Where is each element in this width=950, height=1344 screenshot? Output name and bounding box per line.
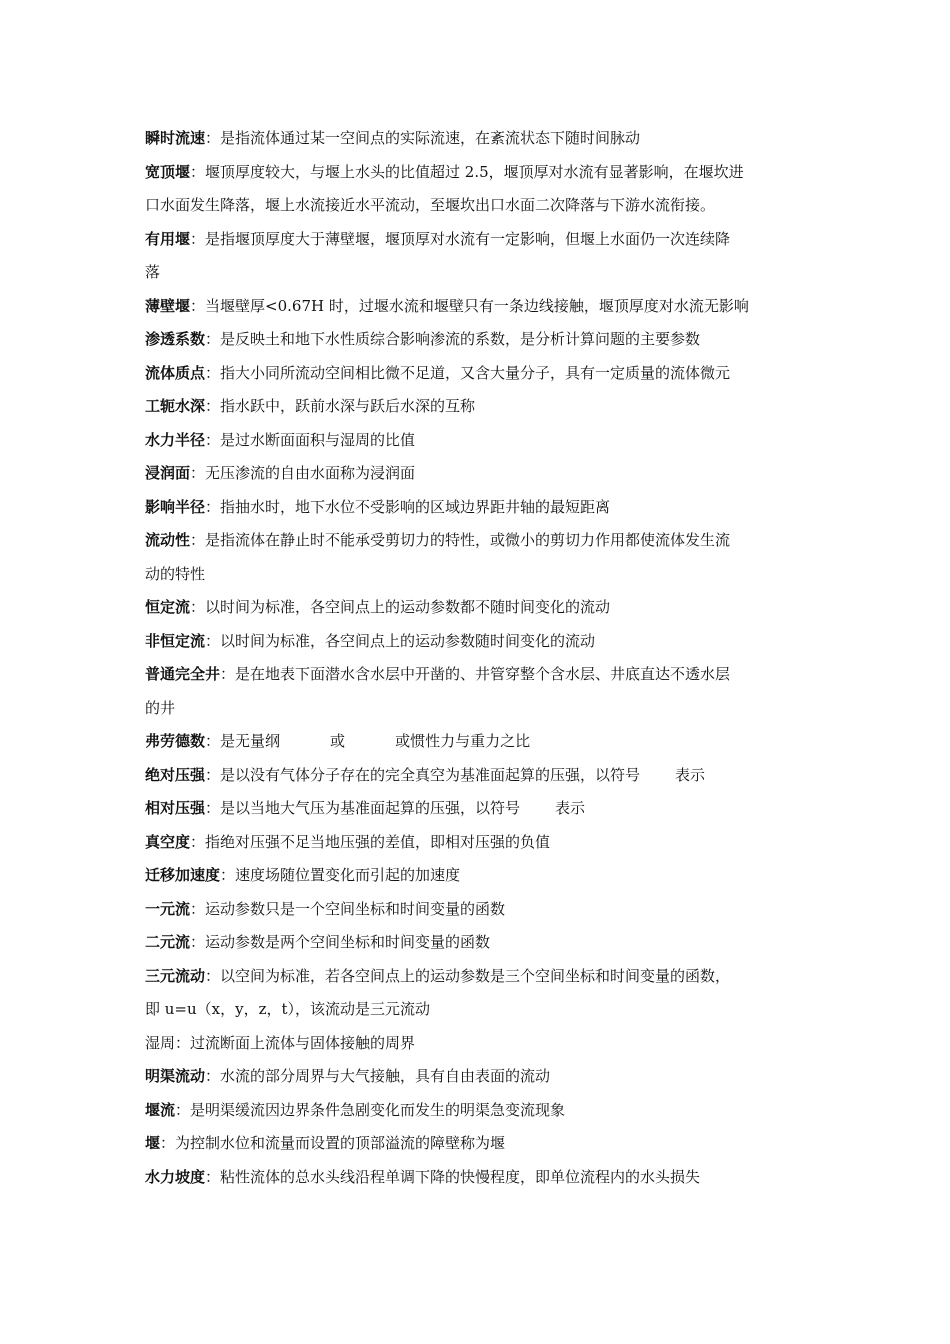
separator: ： bbox=[205, 330, 221, 348]
term: 工轭水深 bbox=[145, 397, 206, 415]
definition: 指大小同所流动空间相比微不足道，又含大量分子，具有一定质量的流体微元 bbox=[220, 363, 731, 382]
definition-continuation: 动的特性 bbox=[145, 564, 206, 583]
separator: ： bbox=[190, 899, 206, 918]
definition: 粘性流体的总水头线沿程单调下降的快慢程度，即单位流程内的水头损失 bbox=[220, 1167, 701, 1186]
separator: ： bbox=[190, 296, 206, 315]
separator: ： bbox=[205, 966, 221, 985]
term: 三元流动 bbox=[145, 966, 206, 985]
separator: ： bbox=[190, 598, 206, 616]
definition: 以时间为标准，各空间点上的运动参数都不随时间变化的流动 bbox=[205, 598, 611, 616]
separator: ： bbox=[205, 631, 221, 650]
definition: 当堰壁厚<0.67H 时，过堰水流和堰壁只有一条边线接触，堰顶厚度对水流无影响 bbox=[205, 296, 749, 315]
separator: ： bbox=[205, 1167, 221, 1186]
term: 薄壁堰 bbox=[145, 296, 191, 315]
separator: ： bbox=[190, 531, 206, 549]
definition-entry bbox=[145, 223, 870, 290]
separator: ： bbox=[190, 933, 206, 951]
definition-entry bbox=[145, 290, 870, 324]
definition-continuation: 即 u=u（x，y，z，t），该流动是三元流动 bbox=[145, 1000, 431, 1018]
definition: 表示 bbox=[675, 765, 706, 784]
definition: 是指堰顶厚度大于薄壁堰，堰顶厚对水流有一定影响，但堰上水面仍一次连续降 bbox=[205, 229, 731, 248]
definition-entry bbox=[145, 625, 870, 659]
term: 宽顶堰 bbox=[145, 162, 191, 181]
definition-entry bbox=[145, 725, 870, 759]
definition: 堰顶厚度较大，与堰上水头的比值超过 2.5，堰顶厚对水流有显著影响，在堰坎进 bbox=[205, 162, 744, 181]
definition: 速度场随位置变化而引起的加速度 bbox=[235, 866, 461, 884]
definition: 或 bbox=[330, 732, 346, 750]
definition-entry bbox=[145, 1127, 870, 1161]
definition: 是以没有气体分子存在的完全真空为基准面起算的压强，以符号 bbox=[220, 765, 641, 784]
term: 有用堰 bbox=[145, 229, 191, 248]
definition: 为控制水位和流量而设置的顶部溢流的障壁称为堰 bbox=[175, 1134, 506, 1152]
separator: ： bbox=[205, 129, 221, 147]
term: 水力坡度 bbox=[145, 1167, 206, 1186]
definition: 是指流体通过某一空间点的实际流速，在紊流状态下随时间脉动 bbox=[220, 129, 641, 147]
definition-plain: 湿周：过流断面上流体与固体接触的周界 bbox=[145, 1033, 416, 1052]
definition-entry bbox=[145, 826, 870, 860]
definition-entry bbox=[145, 390, 870, 424]
definition: 水流的部分周界与大气接触，具有自由表面的流动 bbox=[220, 1067, 551, 1085]
separator: ： bbox=[220, 866, 236, 884]
definition-entry bbox=[145, 424, 870, 458]
definition: 是在地表下面潜水含水层中开凿的、井管穿整个含水层、井底直达不透水层 bbox=[235, 665, 731, 683]
definition-entry bbox=[145, 1027, 870, 1061]
definition-entry bbox=[145, 524, 870, 591]
term: 一元流 bbox=[145, 899, 191, 918]
separator: ： bbox=[175, 1100, 191, 1119]
definition-entry bbox=[145, 122, 870, 156]
definition: 是指流体在静止时不能承受剪切力的特性，或微小的剪切力作用都使流体发生流 bbox=[205, 531, 731, 549]
term: 堰 bbox=[145, 1134, 161, 1152]
definition: 指绝对压强不足当地压强的差值，即相对压强的负值 bbox=[205, 832, 551, 851]
definition-entry bbox=[145, 1060, 870, 1094]
definition-entry bbox=[145, 859, 870, 893]
definition-entry bbox=[145, 658, 870, 725]
definition-entry bbox=[145, 591, 870, 625]
separator: ： bbox=[190, 229, 206, 248]
term: 流体质点 bbox=[145, 363, 206, 382]
term: 相对压强 bbox=[145, 799, 206, 817]
separator: ： bbox=[205, 732, 221, 750]
separator: ： bbox=[160, 1134, 176, 1152]
definition-entry bbox=[145, 323, 870, 357]
definition-continuation: 口水面发生降落，堰上水流接近水平流动，至堰坎出口水面二次降落与下游水流衔接。 bbox=[145, 196, 716, 214]
separator: ： bbox=[205, 765, 221, 784]
definition: 是无量纲 bbox=[220, 732, 281, 750]
term: 迁移加速度 bbox=[145, 866, 221, 884]
separator: ： bbox=[205, 799, 221, 817]
definition-entry bbox=[145, 1161, 870, 1195]
separator: ： bbox=[205, 497, 221, 516]
term: 非恒定流 bbox=[145, 631, 206, 650]
definition-continuation: 落 bbox=[145, 263, 161, 281]
term: 二元流 bbox=[145, 933, 191, 951]
term: 明渠流动 bbox=[145, 1067, 206, 1085]
term: 水力半径 bbox=[145, 430, 206, 449]
definition: 以空间为标准，若各空间点上的运动参数是三个空间坐标和时间变量的函数， bbox=[220, 966, 731, 985]
definition: 是过水断面面积与湿周的比值 bbox=[220, 430, 416, 449]
definition-entry bbox=[145, 759, 870, 793]
definition: 是反映土和地下水性质综合影响渗流的系数，是分析计算问题的主要参数 bbox=[220, 330, 701, 348]
term: 流动性 bbox=[145, 531, 191, 549]
definition-entry bbox=[145, 357, 870, 391]
definition: 指水跃中，跃前水深与跃后水深的互称 bbox=[220, 397, 476, 415]
separator: ： bbox=[190, 464, 206, 482]
separator: ： bbox=[190, 832, 206, 851]
definition: 以时间为标准，各空间点上的运动参数随时间变化的流动 bbox=[220, 631, 596, 650]
term: 堰流 bbox=[145, 1100, 176, 1119]
definition: 运动参数是两个空间坐标和时间变量的函数 bbox=[205, 933, 491, 951]
definition-entry bbox=[145, 926, 870, 960]
term: 渗透系数 bbox=[145, 330, 206, 348]
definition-entry bbox=[145, 156, 870, 223]
definition: 指抽水时，地下水位不受影响的区域边界距井轴的最短距离 bbox=[220, 497, 611, 516]
definition-entry bbox=[145, 960, 870, 1027]
definition-entry bbox=[145, 491, 870, 525]
term: 真空度 bbox=[145, 832, 191, 851]
definition: 是以当地大气压为基准面起算的压强，以符号 bbox=[220, 799, 521, 817]
definition: 或惯性力与重力之比 bbox=[395, 732, 531, 750]
definition-continuation: 的井 bbox=[145, 698, 176, 717]
separator: ： bbox=[190, 162, 206, 181]
term: 瞬时流速 bbox=[145, 129, 206, 147]
definition-entry bbox=[145, 792, 870, 826]
definition-entry bbox=[145, 457, 870, 491]
definition-entry bbox=[145, 1094, 870, 1128]
term: 普通完全井 bbox=[145, 665, 221, 683]
definition: 无压渗流的自由水面称为浸润面 bbox=[205, 464, 416, 482]
definition: 是明渠缓流因边界条件急剧变化而发生的明渠急变流现象 bbox=[190, 1100, 566, 1119]
separator: ： bbox=[205, 1067, 221, 1085]
separator: ： bbox=[205, 430, 221, 449]
definition: 运动参数只是一个空间坐标和时间变量的函数 bbox=[205, 899, 506, 918]
separator: ： bbox=[205, 363, 221, 382]
term: 绝对压强 bbox=[145, 765, 206, 784]
separator: ： bbox=[220, 665, 236, 683]
definition: 表示 bbox=[555, 799, 586, 817]
definition-entry bbox=[145, 893, 870, 927]
term: 浸润面 bbox=[145, 464, 191, 482]
separator: ： bbox=[205, 397, 221, 415]
term: 弗劳德数 bbox=[145, 732, 206, 750]
term: 恒定流 bbox=[145, 598, 191, 616]
term: 影响半径 bbox=[145, 497, 206, 516]
